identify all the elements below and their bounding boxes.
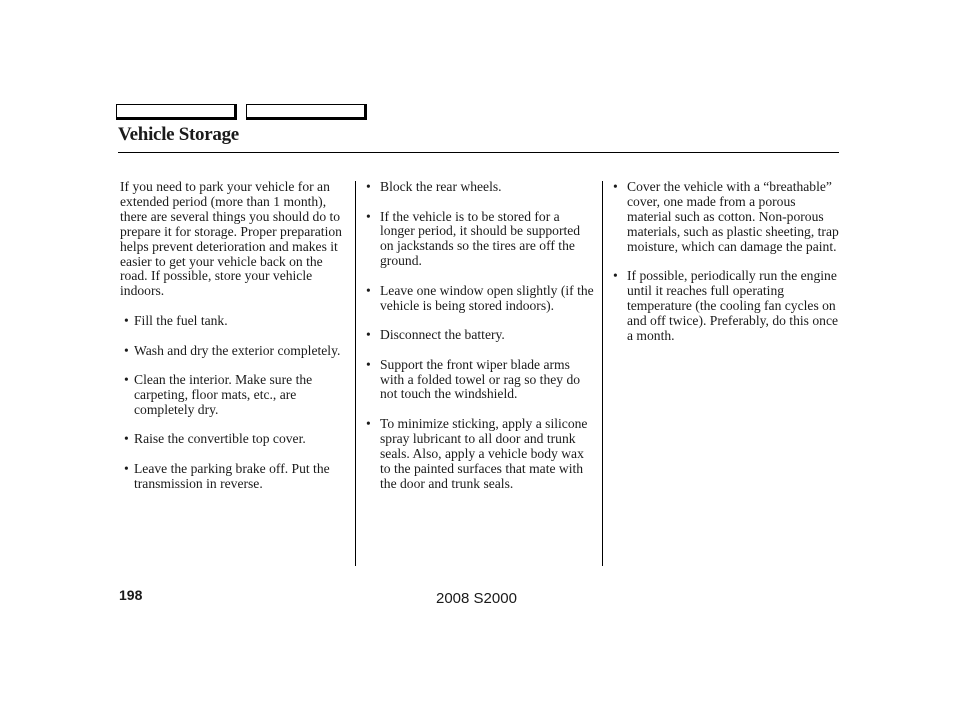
column-divider bbox=[355, 181, 356, 566]
list-item: • Cover the vehicle with a “breathable” cover, one made from a porous material such as cotton. Non-porous materials, such as plastic sheeting, trap moisture, which can damage the paint. bbox=[613, 180, 843, 255]
list-item: • Raise the convertible top cover. bbox=[120, 432, 346, 447]
title-divider bbox=[118, 152, 839, 153]
list-item: • Disconnect the battery. bbox=[366, 328, 596, 343]
text-column-1 bbox=[120, 180, 346, 506]
list-item: • Block the rear wheels. bbox=[366, 180, 596, 195]
section-nav-tab[interactable] bbox=[116, 104, 237, 120]
list-item: • Fill the fuel tank. bbox=[120, 314, 346, 329]
list-item: • Leave one window open slightly (if the vehicle is being stored indoors). bbox=[366, 284, 596, 314]
page-number: 198 bbox=[119, 587, 143, 603]
text-column-3 bbox=[613, 180, 843, 358]
list-item: • Support the front wiper blade arms with a folded towel or rag so they do not touch the windshield. bbox=[366, 358, 596, 403]
list-item: • To minimize sticking, apply a silicone spray lubricant to all door and trunk seals. Also, apply a vehicle body wax to the painted surfaces that mate with the door and trunk seals. bbox=[366, 417, 596, 492]
list-item: • Wash and dry the exterior completely. bbox=[120, 344, 346, 359]
column-divider bbox=[602, 181, 603, 566]
intro-paragraph: If you need to park your vehicle for an extended period (more than 1 month), there are several things you should do to prepare it for storage. Proper preparation helps prevent deterioration and makes it easier to get your vehicle back on the road. If possible, store your vehicle indoors. bbox=[120, 179, 342, 299]
list-item: • Leave the parking brake off. Put the transmission in reverse. bbox=[120, 462, 346, 492]
storage-checklist bbox=[613, 180, 843, 344]
storage-checklist bbox=[120, 314, 346, 492]
list-item: • Clean the interior. Make sure the carpeting, floor mats, etc., are completely dry. bbox=[120, 373, 346, 418]
storage-checklist bbox=[366, 180, 596, 491]
list-item: • If the vehicle is to be stored for a longer period, it should be supported on jackstands so the tires are off the ground. bbox=[366, 210, 596, 270]
footer-model: 2008 S2000 bbox=[436, 590, 517, 607]
list-item: • If possible, periodically run the engine until it reaches full operating temperature (the cooling fan cycles on and off twice). Preferably, do this once a month. bbox=[613, 269, 843, 344]
section-nav-tab[interactable] bbox=[246, 104, 367, 120]
page-title: Vehicle Storage bbox=[118, 124, 239, 145]
text-column-2 bbox=[366, 180, 596, 506]
